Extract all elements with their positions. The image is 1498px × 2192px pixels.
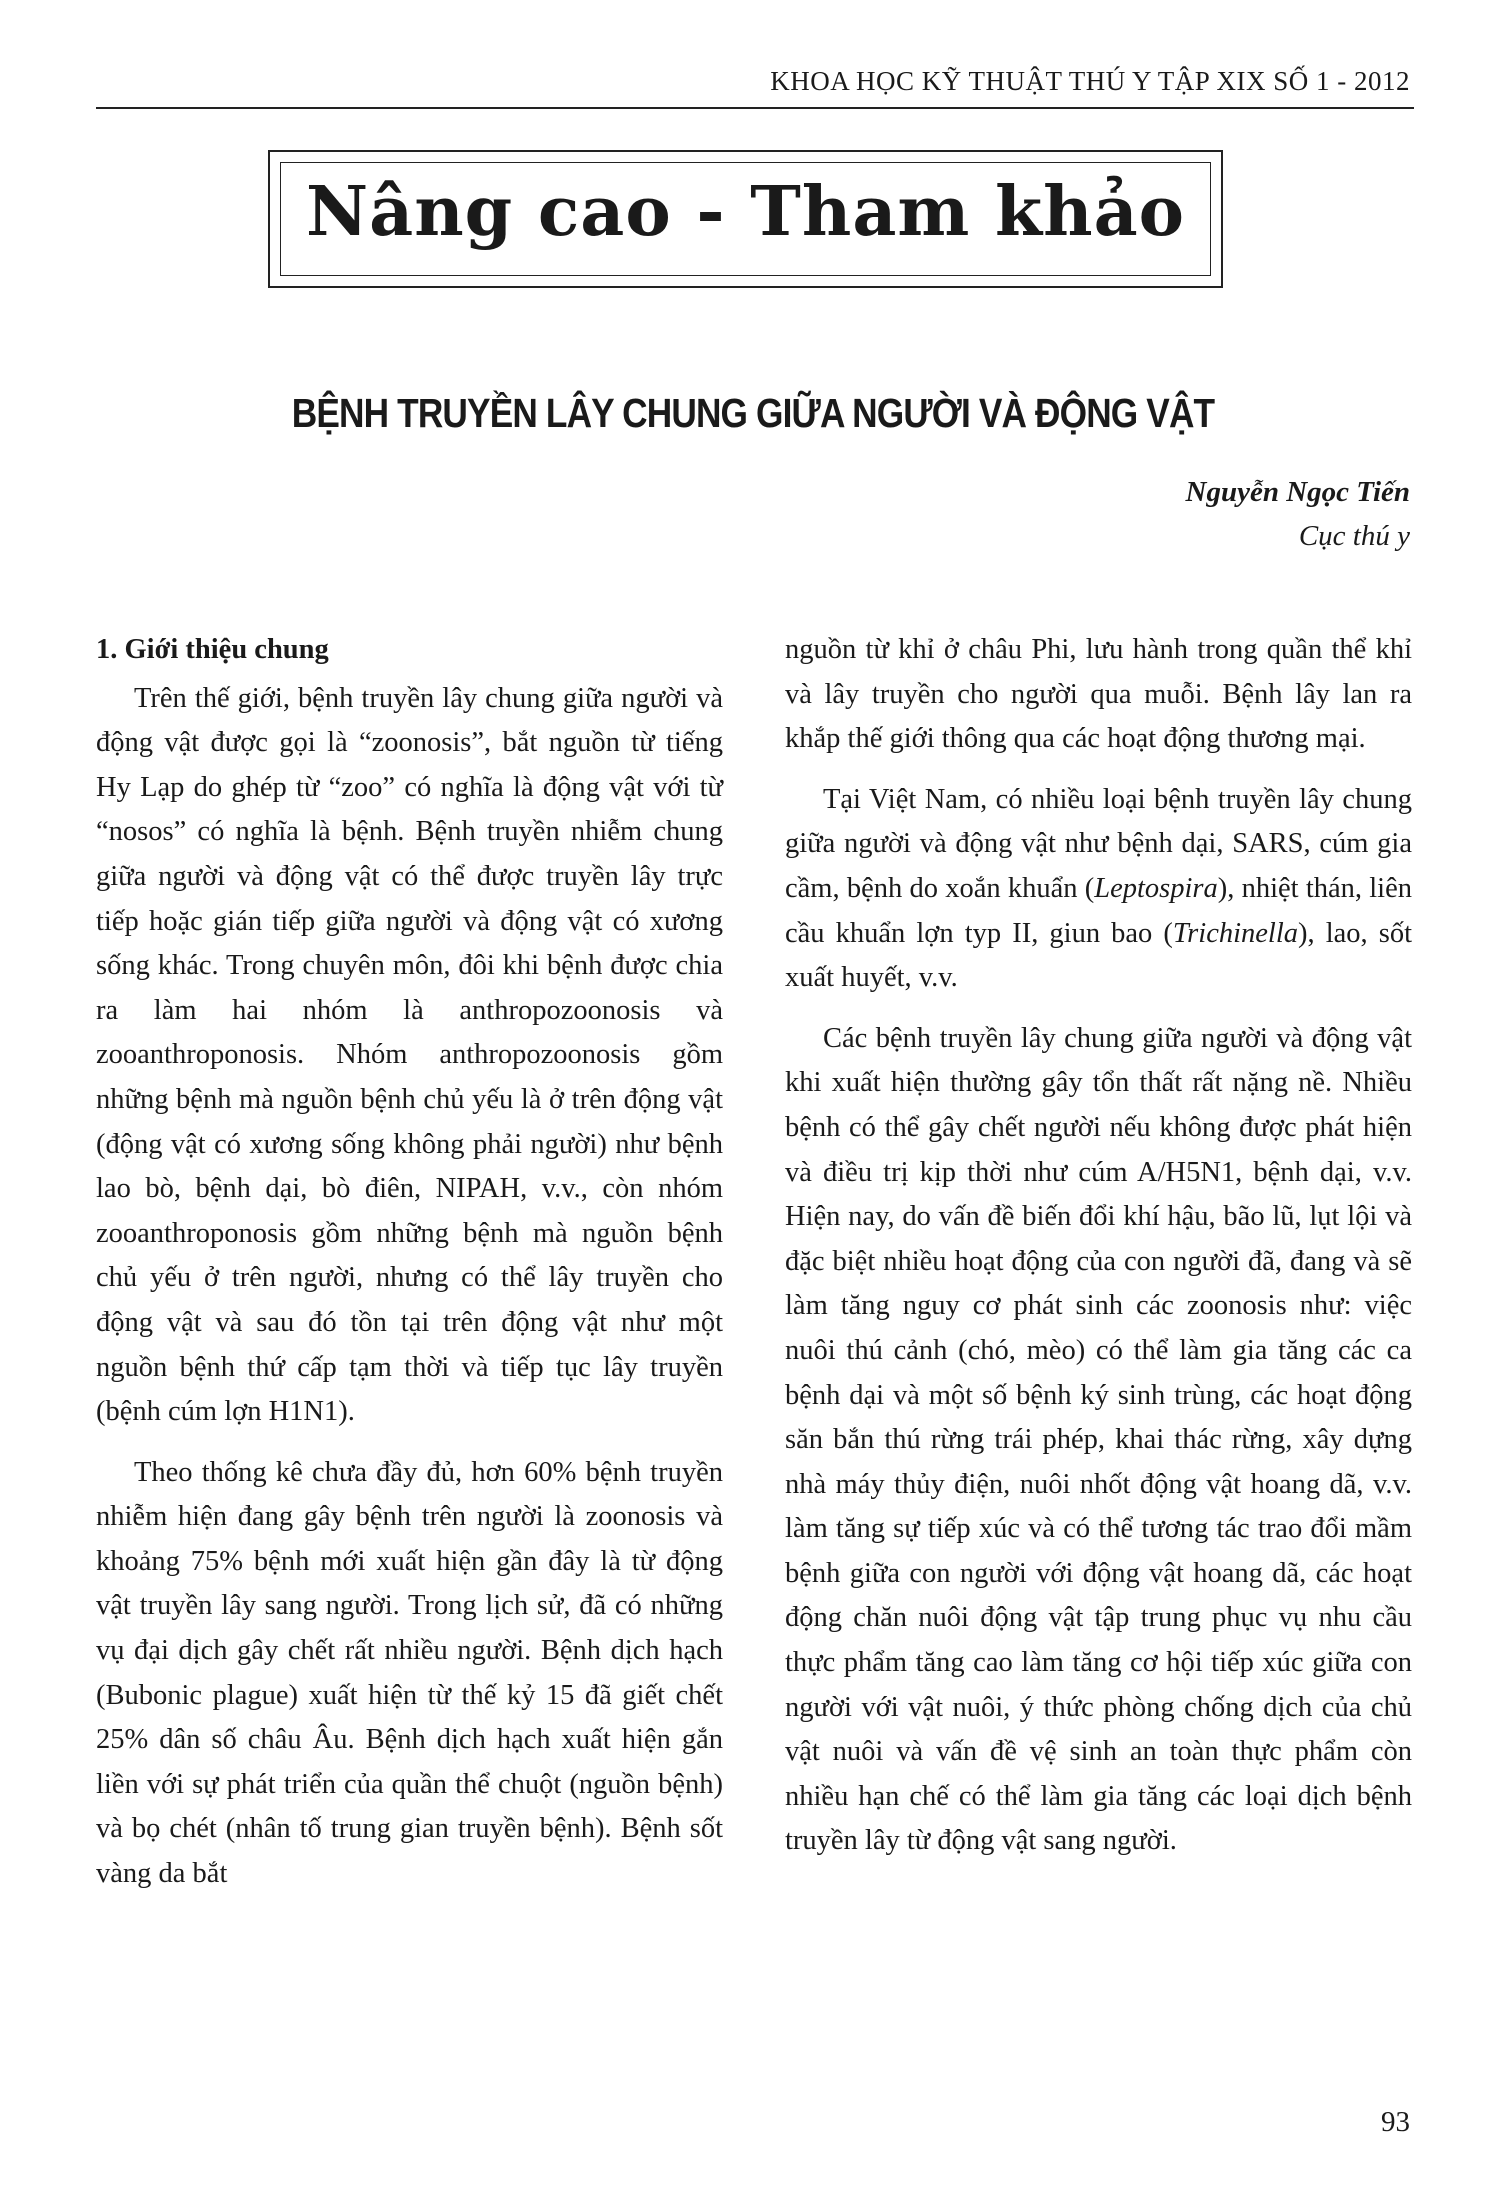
page-number: 93 (1381, 2106, 1410, 2138)
paragraph: Các bệnh truyền lây chung giữa người và động vật khi xuất hiện thường gây tổn thất rất nặng nề. Nhiều bệnh có thể gây chết người nếu không được phát hiện và điều trị kịp thời như cúm A/H5N1, bệnh dại, v.v. Hiện nay, do vấn đề biến đổi khí hậu, bão lũ, lụt lội và đặc biệt nhiều hoạt động của con người đã, đang và sẽ làm tăng nguy cơ phát sinh các zoonosis như: việc nuôi thú cảnh (chó, mèo) có thể làm gia tăng các ca bệnh dại và một số bệnh ký sinh trùng, các hoạt động săn bắn thú rừng trái phép, khai thác rừng, xây dựng nhà máy thủy điện, nuôi nhốt động vật hoang dã, v.v. làm tăng sự tiếp xúc và có thể tương tác trao đổi mầm bệnh giữa con người với động vật hoang dã, các hoạt động chăn nuôi động vật tập trung phục vụ nhu cầu thực phẩm tăng cao làm tăng cơ hội tiếp xúc giữa con người với vật nuôi, ý thức phòng chống dịch của chủ vật nuôi và vấn đề vệ sinh an toàn thực phẩm còn nhiều hạn chế có thể làm gia tăng các loại dịch bệnh truyền lây từ động vật sang người. (785, 1022, 1412, 1857)
paragraph-continued: nguồn từ khỉ ở châu Phi, lưu hành trong quần thể khỉ và lây truyền cho người qua muỗi. Bệnh lây lan ra khắp thế giới thông qua các hoạt động thương mại. (785, 634, 1412, 755)
author-name: Nguyễn Ngọc Tiến (1185, 476, 1410, 508)
left-column (96, 628, 723, 1913)
paragraph-text: Tại Việt Nam, có nhiều loại bệnh truyền lây chung giữa người và động vật như bệnh dại, SARS, cúm gia cầm, bệnh do xoắn khuẩn ( (785, 783, 1412, 904)
author-affiliation: Cục thú y (1298, 520, 1410, 552)
paragraph-text: ), nhiệt thán, liên cầu khuẩn lợn typ II, giun bao ( (785, 872, 1412, 949)
paragraph: Trên thế giới, bệnh truyền lây chung giữa người và động vật được gọi là “zoonosis”, bắt nguồn từ tiếng Hy Lạp do ghép từ “zoo” có nghĩa là động vật với từ “nosos” có nghĩa là bệnh. Bệnh truyền nhiễm chung giữa người và động vật có thể được truyền lây trực tiếp hoặc gián tiếp giữa người và động vật có xương sống khác. Trong chuyên môn, đôi khi bệnh được chia ra làm hai nhóm là anthropozoonosis và zooanthroponosis. Nhóm anthropozoonosis gồm những bệnh mà nguồn bệnh chủ yếu là ở trên động vật (động vật có xương sống không phải người) như bệnh lao bò, bệnh dại, bò điên, NIPAH, v.v., còn nhóm zooanthroponosis gồm những bệnh mà nguồn bệnh chủ yếu ở trên người, nhưng có thể lây truyền cho động vật và sau đó tồn tại trên động vật như một nguồn bệnh thứ cấp tạm thời và tiếp tục lây truyền (bệnh cúm lợn H1N1). (96, 682, 723, 1428)
paragraph (785, 778, 1412, 1001)
paragraph-text: ), lao, sốt xuất huyết, v.v. (785, 917, 1412, 994)
article-title: BỆNH TRUYỀN LÂY CHUNG GIỮA NGƯỜI VÀ ĐỘNG VẬT (291, 390, 1215, 436)
header-rule (96, 107, 1414, 109)
species-name: Trichinella (1172, 917, 1298, 949)
section-heading: 1. Giới thiệu chung (96, 634, 329, 665)
journal-header: KHOA HỌC KỸ THUẬT THÚ Y TẬP XIX SỐ 1 - 2012 (770, 66, 1410, 96)
species-name: Leptospira (1094, 872, 1218, 904)
right-column (785, 628, 1412, 1880)
paragraph: Theo thống kê chưa đầy đủ, hơn 60% bệnh truyền nhiễm hiện đang gây bệnh trên người là zoonosis và khoảng 75% bệnh mới xuất hiện gần đây là từ động vật truyền lây sang người. Trong lịch sử, đã có những vụ đại dịch gây chết rất nhiều người. Bệnh dịch hạch (Bubonic plague) xuất hiện từ thế kỷ 15 đã giết chết 25% dân số châu Âu. Bệnh dịch hạch xuất hiện gắn liền với sự phát triển của quần thể chuột (nguồn bệnh) và bọ chét (nhân tố trung gian truyền bệnh). Bệnh sốt vàng da bắt (96, 1456, 723, 1890)
section-label: Nâng cao - Tham khảo (306, 172, 1185, 252)
section-banner (268, 150, 1223, 288)
